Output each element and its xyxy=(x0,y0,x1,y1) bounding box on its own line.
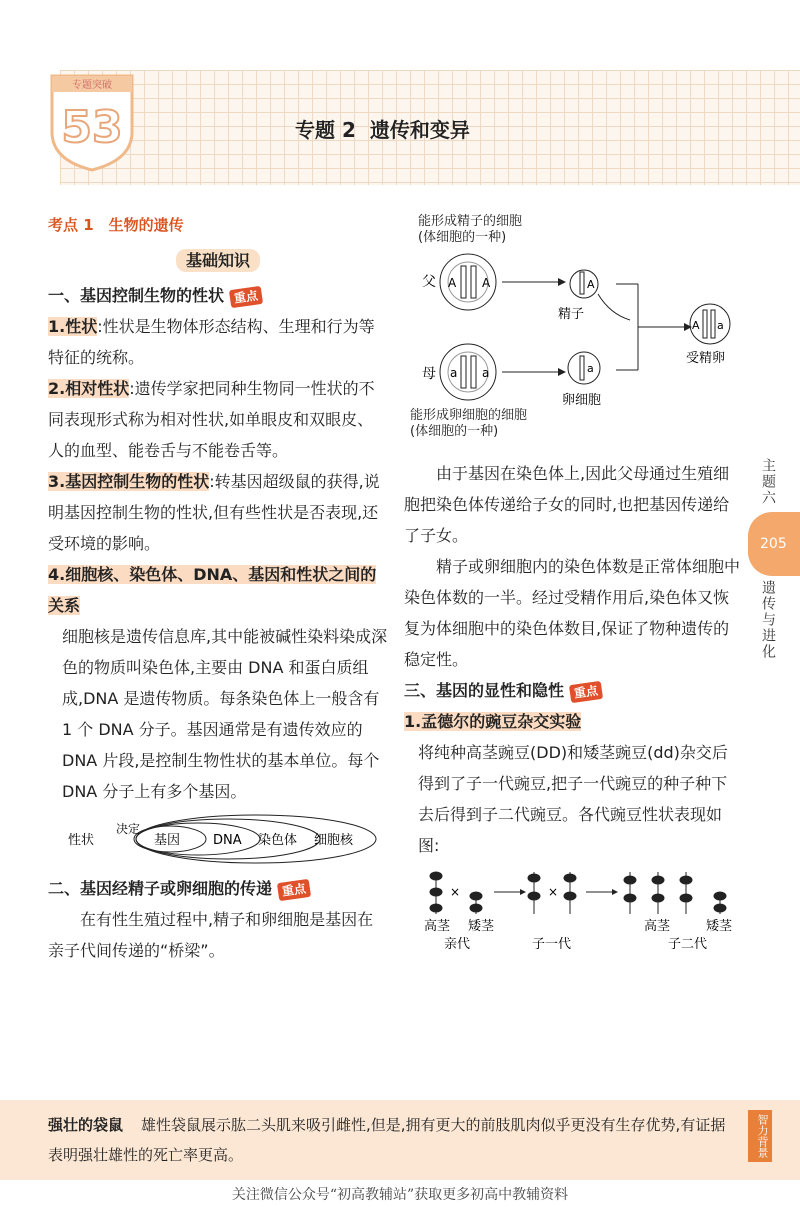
mendel-label-text: 1.孟德尔的豌豆杂交实验 xyxy=(404,712,582,731)
page-number: 205 xyxy=(760,536,787,552)
egg-label: 卵细胞 xyxy=(562,393,602,408)
pea-tall: 高茎 xyxy=(424,919,451,934)
right-para-1: 由于基因在染色体上,因此父母通过生殖细胞把染色体传递给子女的同时,也把基因传递给了子女。 xyxy=(404,464,730,545)
title-text: 遗传和变异 xyxy=(369,118,470,142)
bottom-tag: 智力背景 xyxy=(748,1110,772,1162)
para-4-text: 细胞核是遗传信息库,其中能被碱性染料染成深色的物质叫染色体,主要由 DNA 和蛋白质组成,DNA 是遗传物质。每条染色体上一般含有 1 个 DNA 分子。基因通常是有遗传效应的 DNA 片段,是控制生物性状的基本单位。每个 DNA 分子上有多个基因。 xyxy=(62,627,388,801)
pea-tall2: 高茎 xyxy=(644,919,671,934)
pea-short2: 矮茎 xyxy=(706,919,733,934)
zygote-gene-A: A xyxy=(692,319,700,332)
pea-f1: 子一代 xyxy=(532,937,572,952)
pea-diagram xyxy=(414,862,744,954)
section-2-title: 二、基因经精子或卵细胞的传递 xyxy=(48,879,273,898)
sperm-label: 精子 xyxy=(558,307,585,322)
zhongdian-stamp: 重点 xyxy=(229,286,263,308)
diag-nucleus: 细胞核 xyxy=(314,833,354,848)
para-4-label xyxy=(48,559,388,621)
bottom-note xyxy=(0,1100,800,1180)
para-1 xyxy=(48,311,388,373)
cell-bottom-caption: 能形成卵细胞的细胞 (体细胞的一种) xyxy=(410,408,528,439)
diag-chrom: 染色体 xyxy=(258,833,298,848)
diag-decide: 决定 xyxy=(116,822,141,836)
section-3-title: 三、基因的显性和隐性 xyxy=(404,681,565,700)
pea-parent: 亲代 xyxy=(444,937,471,952)
para-3-label: 3.基因控制生物的性状 xyxy=(48,472,210,491)
mendel-text: 将纯种高茎豌豆(DD)和矮茎豌豆(dd)杂交后得到了子一代豌豆,把子一代豌豆的种子种下去后得到子二代豌豆。各代豌豆性状表现如图: xyxy=(418,743,728,855)
para-1-label: 1.性状 xyxy=(48,317,98,336)
mother-label: 母 xyxy=(422,366,436,382)
para-2-text: :遗传学家把同种生物同一性状的不同表现形式称为相对性状,如单眼皮和双眼皮、人的血型、能卷舌与不能卷舌等。 xyxy=(48,379,375,460)
diag-dna: DNA xyxy=(213,833,242,848)
father-label: 父 xyxy=(422,274,436,290)
section-3-heading xyxy=(404,675,740,706)
mendel-label xyxy=(404,706,740,737)
gene-a-2: a xyxy=(482,366,490,380)
jichu-heading xyxy=(48,245,388,276)
page-title xyxy=(295,114,484,143)
para-1-text: :性状是生物体形态结构、生理和行为等特征的统称。 xyxy=(48,317,375,367)
right-column xyxy=(404,458,740,861)
zhongdian-stamp-3: 重点 xyxy=(569,681,603,703)
para-4-label-text: 4.细胞核、染色体、DNA、基因和性状之间的关系 xyxy=(48,565,377,615)
section-1-title: 一、基因控制生物的性状 xyxy=(48,286,225,305)
zhongdian-stamp-2: 重点 xyxy=(277,879,311,901)
gene-a-1: a xyxy=(450,366,458,380)
pea-f2: 子二代 xyxy=(668,937,708,952)
badge-top-text: 专题突破 xyxy=(72,80,112,91)
diag-trait: 性状 xyxy=(68,833,95,848)
gene-A-1: A xyxy=(448,276,457,290)
bottom-note-text: 雄性袋鼠展示肱二头肌来吸引雌性,但是,拥有更大的前肢肌肉似乎更没有生存优势,有证据表明强壮雄性的死亡率更高。 xyxy=(48,1116,726,1164)
right-para-2: 精子或卵细胞内的染色体数是正常体细胞中染色体数的一半。经过受精作用后,染色体又恢复为体细胞中的染色体数目,保证了物种遗传的稳定性。 xyxy=(404,557,741,669)
footer-text: 关注微信公众号“初高教辅站”获取更多初高中教辅资料 xyxy=(231,1187,569,1203)
section-2-text: 在有性生殖过程中,精子和卵细胞是基因在亲子代间传递的“桥梁”。 xyxy=(48,910,374,960)
nested-diagram xyxy=(48,811,378,867)
side-section: 遗传与进化 xyxy=(760,580,776,660)
zygote-label: 受精卵 xyxy=(686,351,726,366)
jichu-label: 基础知识 xyxy=(176,249,260,272)
badge-53-logo xyxy=(46,72,138,172)
section-1-heading xyxy=(48,280,388,311)
para-2-label: 2.相对性状 xyxy=(48,379,130,398)
egg-gene: a xyxy=(587,362,594,375)
kaodian-heading: 考点 1 生物的遗传 xyxy=(48,216,184,234)
para-3 xyxy=(48,466,388,559)
diag-gene: 基因 xyxy=(154,833,181,848)
badge-number: 53 xyxy=(61,102,123,153)
gene-A-2: A xyxy=(482,276,491,290)
left-column xyxy=(48,210,388,966)
para-3-text: :转基因超级鼠的获得,说明基因控制生物的性状,但有些性状是否表现,还受环境的影响。 xyxy=(48,472,380,553)
bottom-note-title: 强壮的袋鼠 xyxy=(48,1116,124,1134)
cell-top-caption: 能形成精子的细胞 (体细胞的一种) xyxy=(418,214,523,245)
side-theme: 主题六 xyxy=(760,458,776,506)
zygote-gene-a: a xyxy=(717,319,724,332)
para-2 xyxy=(48,373,388,466)
fertilization-diagram xyxy=(410,250,740,410)
svg-text:×: × xyxy=(450,885,461,899)
bottom-note-body xyxy=(48,1110,738,1170)
section-2-heading xyxy=(48,873,388,904)
title-number: 专题 2 xyxy=(295,118,356,142)
svg-text:×: × xyxy=(548,885,559,899)
pea-short: 矮茎 xyxy=(468,919,495,934)
sperm-gene: A xyxy=(587,278,595,291)
